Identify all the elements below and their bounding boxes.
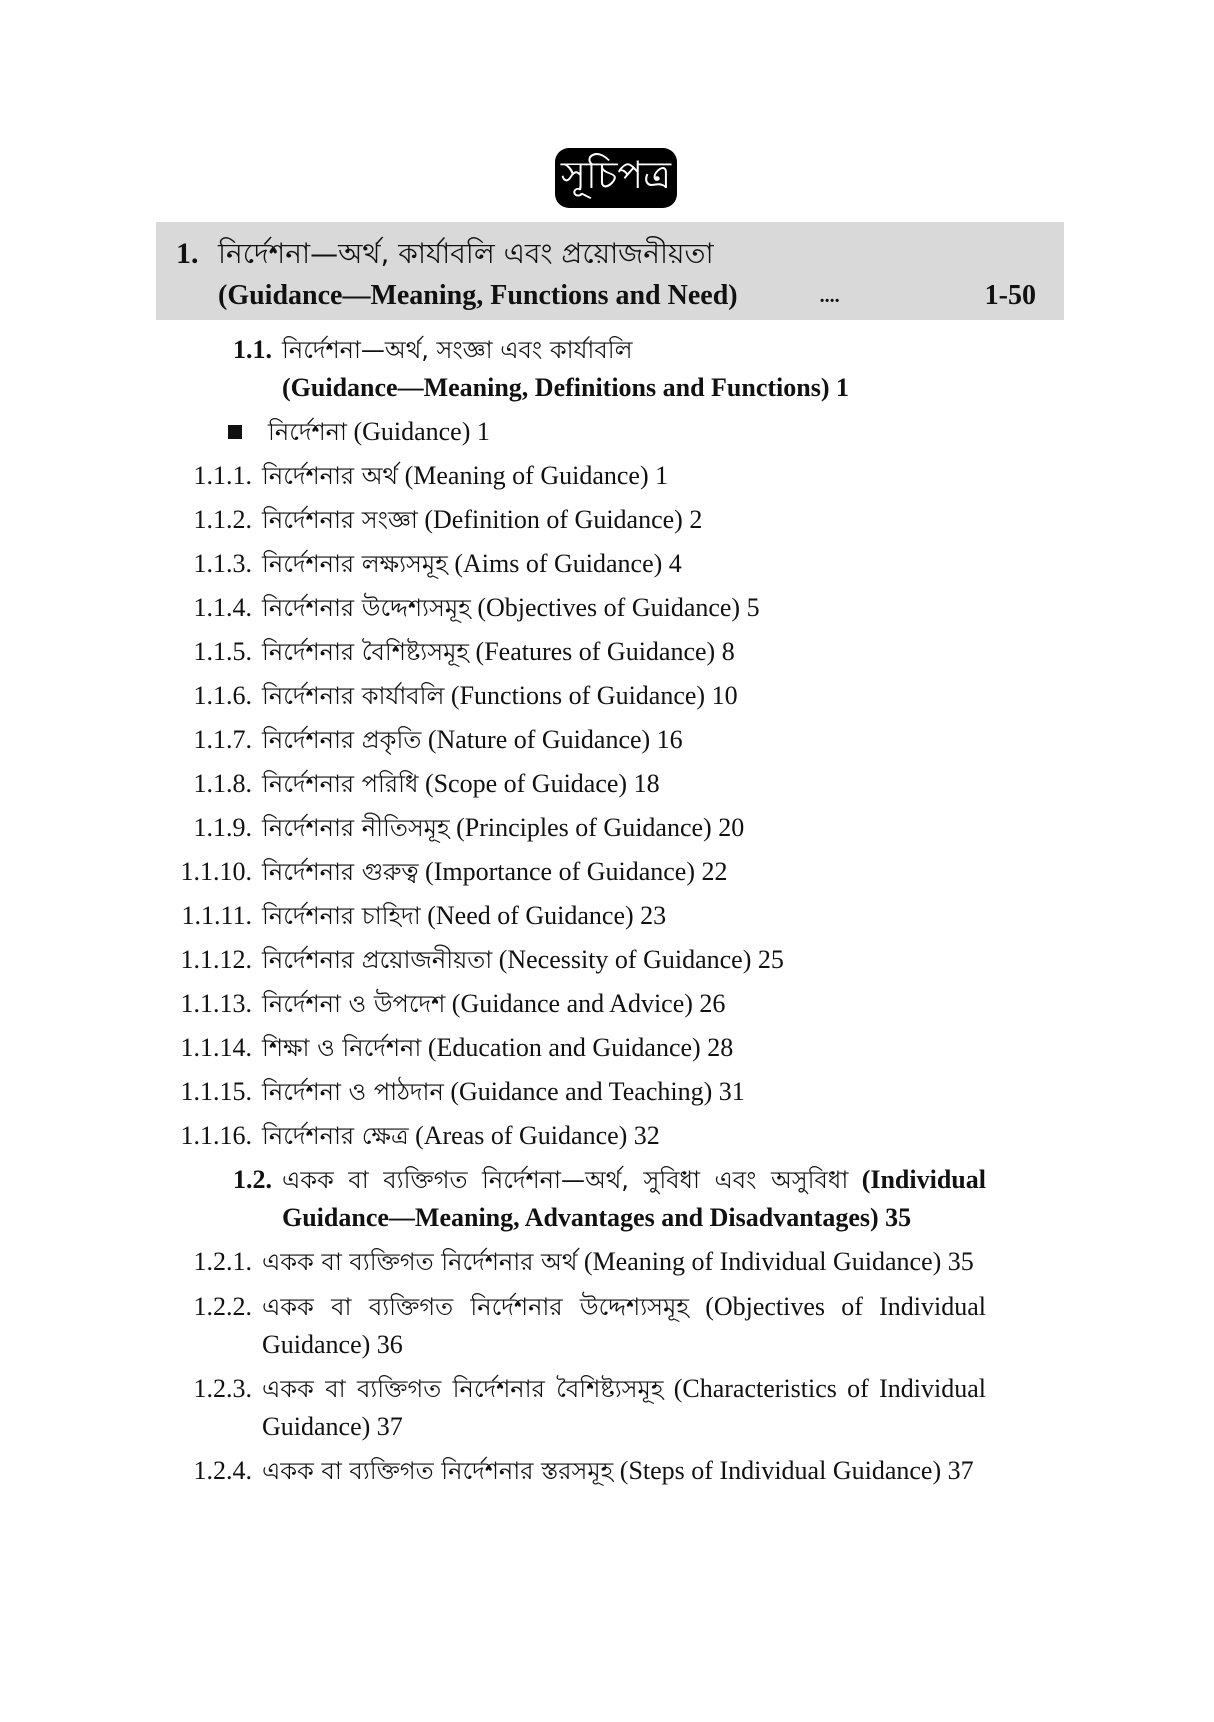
entry-title-bengali: নির্দেশনার নীতিসমূহ: [262, 814, 450, 842]
entry-title-bengali: নির্দেশনার কার্যাবলি: [262, 682, 445, 710]
entry-number: 1.1.4.: [193, 593, 252, 622]
entry-number: 1.1.12.: [180, 945, 252, 974]
chapter-page-range: 1-50: [984, 280, 1036, 311]
entry-number: 1.1.16.: [180, 1121, 252, 1150]
toc-section-1-1[interactable]: [176, 328, 986, 410]
page-title: সূচিপত্র: [560, 153, 672, 197]
entry-number: 1.1.13.: [180, 989, 252, 1018]
entry-title-bengali: নির্দেশনার গুরুত্ব: [262, 858, 419, 886]
toc-section-1-2[interactable]: [176, 1158, 986, 1240]
entry-title-english: (Features of Guidance) 8: [469, 637, 735, 666]
entry-number: 1.1.1.: [193, 461, 252, 490]
entry-number: 1.1.3.: [193, 549, 252, 578]
toc-entry[interactable]: [156, 1367, 986, 1449]
chapter-heading[interactable]: [156, 222, 1064, 320]
toc-entry[interactable]: [156, 1070, 986, 1114]
entry-title-english: (Guidance—Meaning, Definitions and Functions) 1: [282, 373, 850, 402]
entry-title-english: (Guidance) 1: [346, 417, 490, 446]
entry-title-bengali: নির্দেশনার পরিধি: [262, 770, 419, 798]
entry-number: 1.1.: [233, 335, 272, 364]
entry-title-english: (Functions of Guidance) 10: [444, 681, 738, 710]
entry-title-bengali: নির্দেশনার উদ্দেশ্যসমূহ: [262, 594, 471, 622]
toc-entry[interactable]: [156, 1026, 986, 1070]
entry-number: 1.1.7.: [193, 725, 252, 754]
toc-entry[interactable]: [156, 1114, 986, 1158]
entry-title-bengali: নির্দেশনার প্রয়োজনীয়তা: [262, 946, 493, 974]
entry-title-bengali: একক বা ব্যক্তিগত নির্দেশনার বৈশিষ্ট্যসমূহ: [262, 1375, 664, 1403]
entry-title-bengali: নির্দেশনার ক্ষেত্র: [262, 1122, 409, 1150]
entry-title-english: (Guidance and Advice) 26: [445, 989, 726, 1018]
entry-title-english: (Need of Guidance) 23: [420, 901, 667, 930]
square-bullet-icon: [228, 425, 242, 439]
entry-title-bengali: নির্দেশনা—অর্থ, সংজ্ঞা এবং কার্যাবলি: [282, 336, 633, 364]
toc-entry[interactable]: [156, 586, 986, 630]
entry-title-bengali: একক বা ব্যক্তিগত নির্দেশনার অর্থ: [262, 1248, 578, 1276]
entry-number: 1.1.15.: [180, 1077, 252, 1106]
entry-number: 1.1.9.: [193, 813, 252, 842]
toc-entry[interactable]: [156, 454, 986, 498]
chapter-number: 1.: [176, 237, 199, 270]
entry-title-bengali: একক বা ব্যক্তিগত নির্দেশনার উদ্দেশ্যসমূহ: [262, 1293, 689, 1321]
toc-entry[interactable]: [156, 718, 986, 762]
entry-title-english: (Steps of Individual Guidance) 37: [613, 1456, 974, 1485]
entry-title-bengali: একক বা ব্যক্তিগত নির্দেশনা—অর্থ, সুবিধা এবং অসুবিধা: [282, 1166, 849, 1194]
entry-number: 1.2.1.: [193, 1247, 252, 1276]
entry-title-english: (Guidance and Teaching) 31: [443, 1077, 745, 1106]
entry-title-english: (Definition of Guidance) 2: [417, 505, 703, 534]
entry-title-bengali: নির্দেশনার চাহিদা: [262, 902, 421, 930]
table-of-contents: [156, 328, 986, 1494]
toc-entry[interactable]: [156, 850, 986, 894]
entry-number: 1.1.2.: [193, 505, 252, 534]
toc-entry[interactable]: [156, 762, 986, 806]
entry-title-english: (Objectives of Individual Guidance) 36: [262, 1292, 986, 1359]
entry-title-bengali: শিক্ষা ও নির্দেশনা: [262, 1034, 422, 1062]
toc-entry[interactable]: [156, 1240, 986, 1285]
toc-entry[interactable]: [156, 806, 986, 850]
entry-title-english: (Necessity of Guidance) 25: [492, 945, 784, 974]
toc-entry[interactable]: [156, 1449, 986, 1494]
entry-title-english: (Objectives of Guidance) 5: [470, 593, 760, 622]
chapter-leader-dots: ....: [819, 285, 840, 307]
toc-entry[interactable]: [156, 674, 986, 718]
entry-title-bengali: নির্দেশনার বৈশিষ্ট্যসমূহ: [262, 638, 470, 666]
entry-title-english: (Education and Guidance) 28: [421, 1033, 734, 1062]
toc-entry[interactable]: [156, 982, 986, 1026]
chapter-title-bengali: নির্দেশনা—অর্থ, কার্যাবলি এবং প্রয়োজনীয়তা: [218, 237, 714, 270]
toc-entry[interactable]: [156, 938, 986, 982]
toc-entry[interactable]: [156, 1285, 986, 1367]
entry-title-english: (Importance of Guidance) 22: [418, 857, 728, 886]
entry-title-bengali: নির্দেশনার লক্ষ্যসমূহ: [262, 550, 448, 578]
entry-number: 1.2.: [233, 1165, 272, 1194]
entry-title-bengali: নির্দেশনা: [268, 418, 347, 446]
page-title-badge: [555, 148, 677, 208]
entry-title-english: (Aims of Guidance) 4: [447, 549, 682, 578]
entry-number: 1.1.14.: [180, 1033, 252, 1062]
entry-title-english: (Individual Guidance—Meaning, Advantages and Disadvantages) 35: [282, 1165, 986, 1232]
entry-number: 1.1.5.: [193, 637, 252, 666]
entry-title-bengali: নির্দেশনার অর্থ: [262, 462, 399, 490]
entry-title-bengali: একক বা ব্যক্তিগত নির্দেশনার স্তরসমূহ: [262, 1457, 614, 1485]
entry-title-bengali: নির্দেশনা ও পাঠদান: [262, 1078, 444, 1106]
chapter-title-english: (Guidance—Meaning, Functions and Need): [218, 280, 738, 311]
entry-title-english: (Characteristics of Individual Guidance) 37: [262, 1374, 986, 1441]
entry-number: 1.2.2.: [193, 1292, 252, 1321]
entry-title-english: (Areas of Guidance) 32: [408, 1121, 660, 1150]
toc-entry-guidance-bullet[interactable]: [156, 410, 986, 454]
entry-number: 1.2.3.: [193, 1374, 252, 1403]
toc-entry[interactable]: [156, 498, 986, 542]
entry-title-english: (Principles of Guidance) 20: [449, 813, 745, 842]
entry-title-bengali: নির্দেশনা ও উপদেশ: [262, 990, 446, 1018]
entry-number: 1.1.6.: [193, 681, 252, 710]
entry-title-bengali: নির্দেশনার প্রকৃতি: [262, 726, 422, 754]
entry-number: 1.1.8.: [193, 769, 252, 798]
toc-entry[interactable]: [156, 630, 986, 674]
entry-number: 1.1.10.: [180, 857, 252, 886]
entry-title-english: (Nature of Guidance) 16: [421, 725, 683, 754]
entry-title-english: (Scope of Guidace) 18: [418, 769, 660, 798]
entry-title-english: (Meaning of Individual Guidance) 35: [577, 1247, 974, 1276]
entry-title-bengali: নির্দেশনার সংজ্ঞা: [262, 506, 418, 534]
entry-title-english: (Meaning of Guidance) 1: [398, 461, 669, 490]
entry-number: 1.2.4.: [193, 1456, 252, 1485]
toc-entry[interactable]: [156, 542, 986, 586]
entry-number: 1.1.11.: [181, 901, 252, 930]
toc-entry[interactable]: [156, 894, 986, 938]
